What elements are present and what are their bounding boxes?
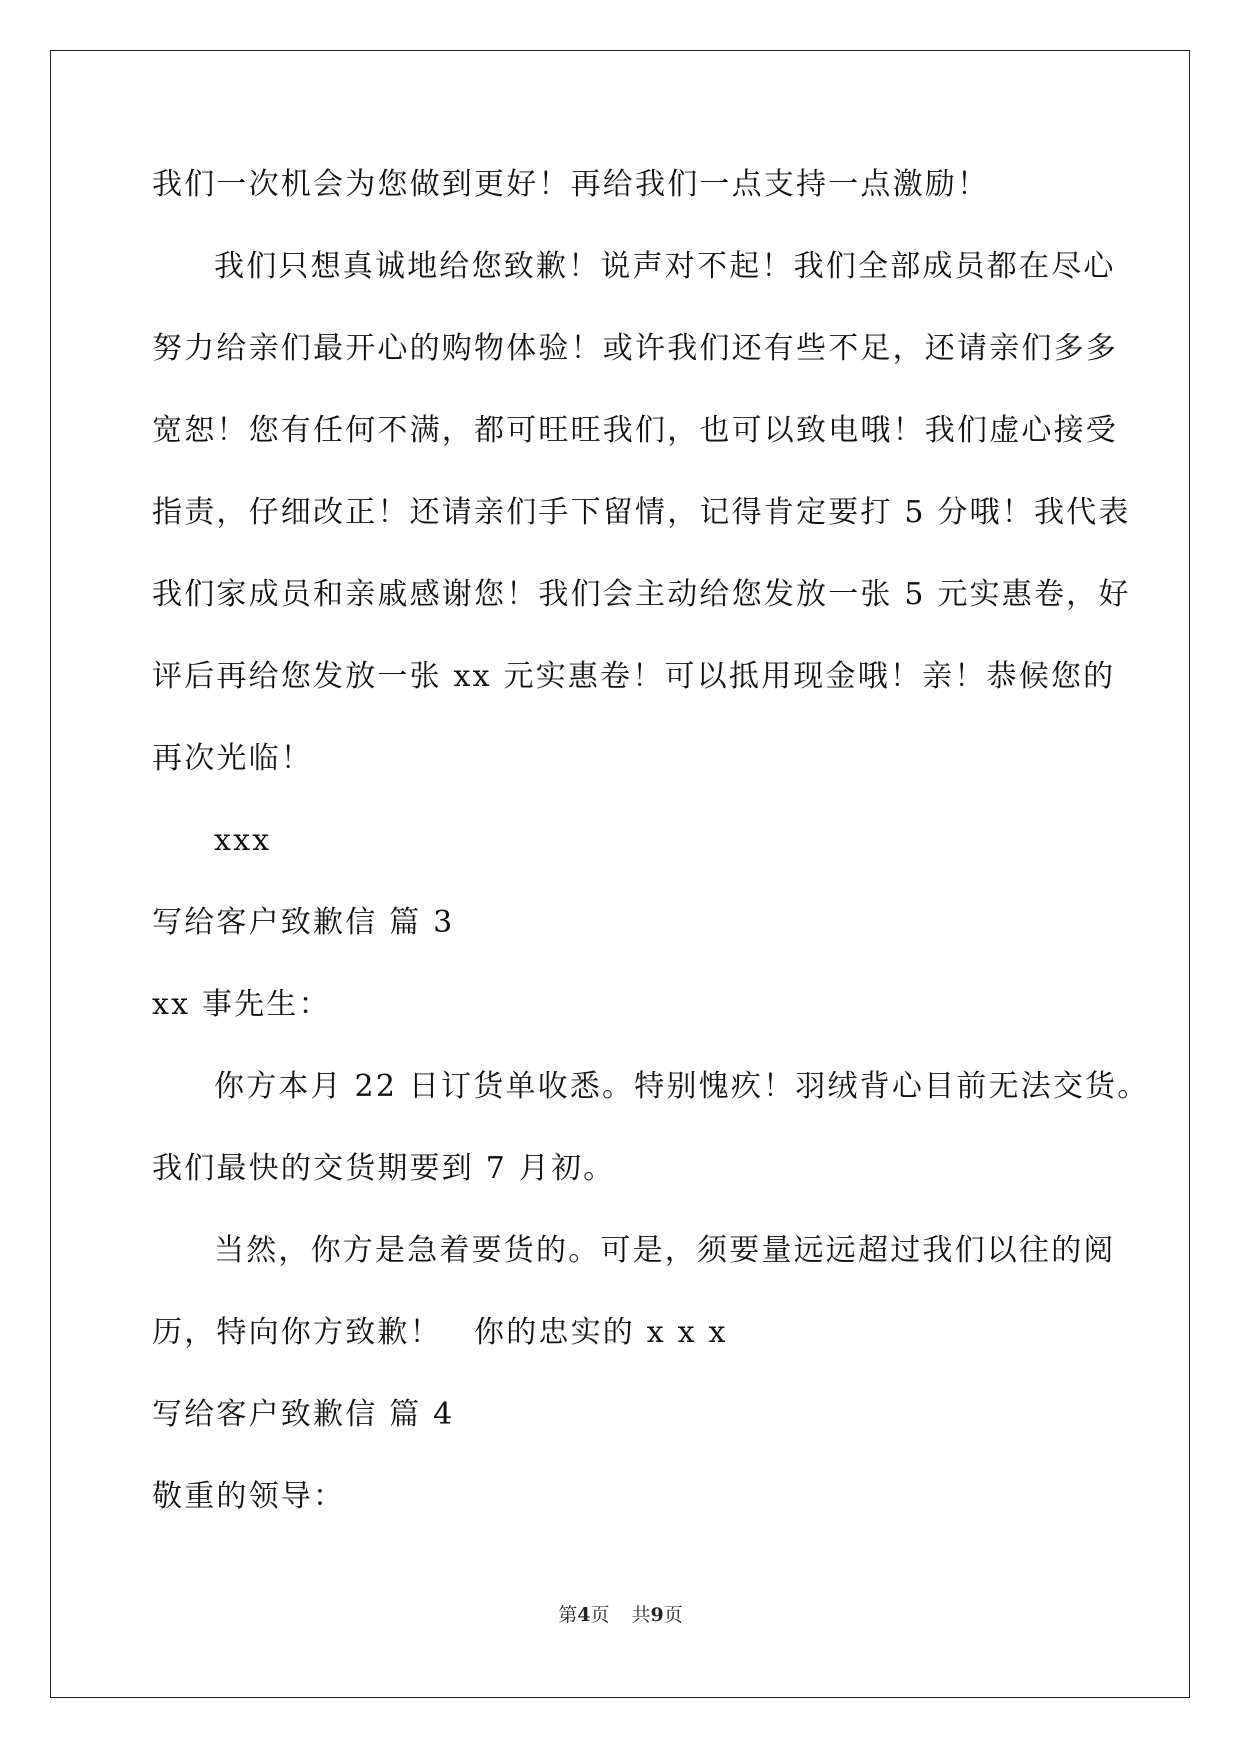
current-page-number: 4 (577, 1604, 591, 1626)
salutation: xx 事先生： (152, 987, 331, 1022)
paragraph-line: 当然，你方是急着要货的。可是，须要量远远超过我们以往的阅 (214, 1233, 1116, 1268)
page-footer (0, 1603, 1241, 1627)
footer-prefix: 第 (558, 1604, 578, 1626)
signature-line: xxx (214, 823, 272, 858)
section-heading: 写给客户致歉信 篇 3 (152, 905, 455, 940)
paragraph-line: 评后再给您发放一张 xx 元实惠卷！可以抵用现金哦！亲！恭候您的 (152, 659, 1116, 694)
paragraph-line: 我们一次机会为您做到更好！再给我们一点支持一点激励！ (152, 167, 990, 202)
footer-total-suffix: 页 (663, 1604, 683, 1626)
salutation: 敬重的领导： (152, 1479, 346, 1514)
section-heading: 写给客户致歉信 篇 4 (152, 1397, 455, 1432)
paragraph-line: 历，特向你方致歉！ 你的忠实的 x x x (152, 1315, 728, 1350)
document-body (152, 160, 1150, 1554)
footer-page-word: 页 (590, 1604, 610, 1626)
footer-total-prefix: 共 (631, 1604, 651, 1626)
paragraph-line: 我们家成员和亲戚感谢您！我们会主动给您发放一张 5 元实惠卷，好 (152, 577, 1131, 612)
paragraph-line: 你方本月 22 日订货单收悉。特别愧疚！羽绒背心目前无法交货。 (214, 1069, 1150, 1104)
paragraph-line: 指责，仔细改正！还请亲们手下留情，记得肯定要打 5 分哦！我代表 (152, 495, 1131, 530)
paragraph-line: 我们只想真诚地给您致歉！说声对不起！我们全部成员都在尽心 (214, 249, 1116, 284)
paragraph-line: 努力给亲们最开心的购物体验！或许我们还有些不足，还请亲们多多 (152, 331, 1118, 366)
total-page-count: 9 (650, 1604, 664, 1626)
paragraph-line: 再次光临！ (152, 741, 313, 776)
paragraph-line: 宽恕！您有任何不满，都可旺旺我们，也可以致电哦！我们虚心接受 (152, 413, 1118, 448)
paragraph-line: 我们最快的交货期要到 7 月初。 (152, 1151, 616, 1186)
